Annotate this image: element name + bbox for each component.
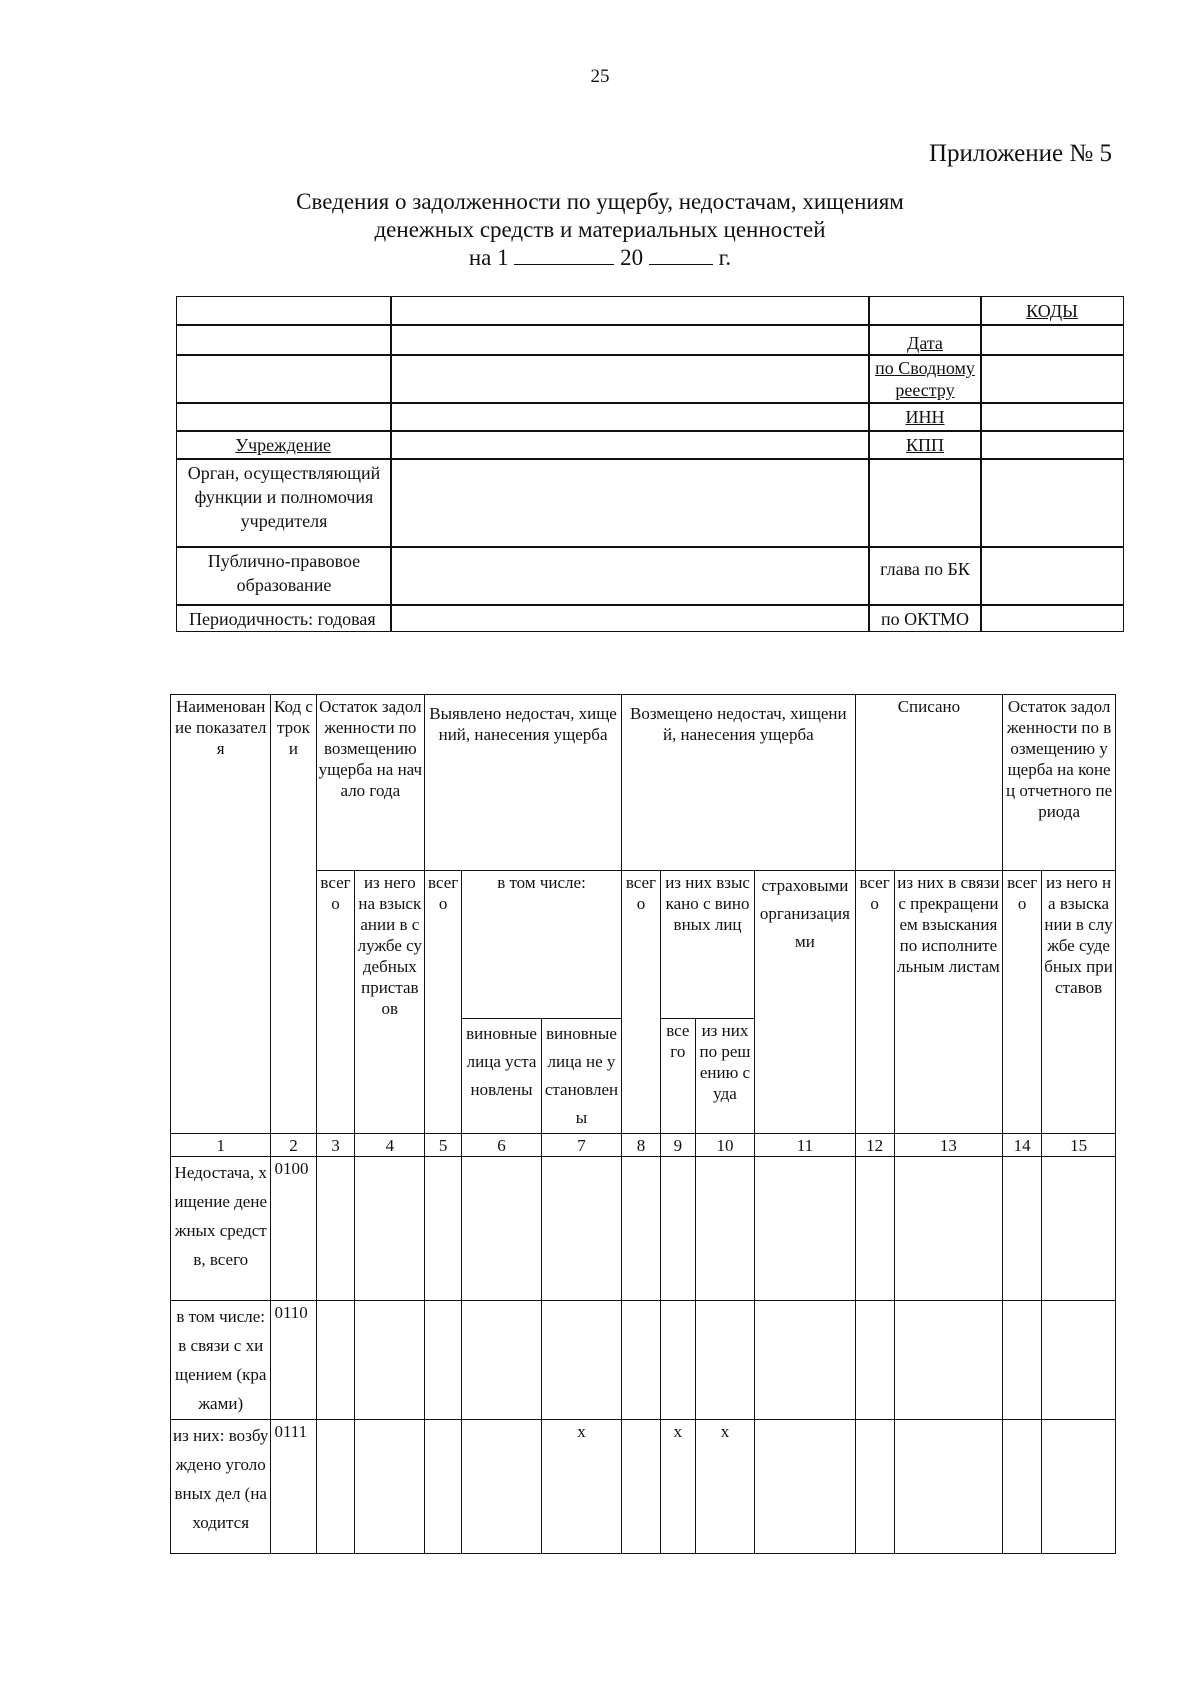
header-start-bailiffs: из него на взыскании в службе судебных приставов [355,871,425,1134]
row-value-cell[interactable] [1003,1301,1042,1420]
row-value-cell[interactable] [316,1157,355,1301]
oktmo-label: по ОКТМО [868,604,982,632]
document-title-line-2: денежных средств и материальных ценностей [374,217,826,242]
oktmo-field[interactable] [980,604,1124,632]
table-row [171,1420,1116,1554]
row-value-cell[interactable] [695,1301,754,1420]
row-value-cell[interactable] [355,1157,425,1301]
chapter-bk-label: глава по БК [868,546,982,606]
column-number-1: 1 [171,1134,271,1157]
row-value-cell[interactable] [621,1420,660,1554]
date-code-label: Дата [868,324,982,356]
row-value-cell[interactable] [755,1420,855,1554]
row-value-cell[interactable] [660,1157,695,1301]
value-field-4[interactable] [390,402,870,432]
row-value-cell[interactable] [316,1301,355,1420]
column-number-10: 10 [695,1134,754,1157]
header-written-off: Списано [855,695,1003,871]
row-code: 0110 [271,1301,316,1420]
column-number-7: 7 [542,1134,622,1157]
header-end-balance: Остаток задолженности по возмещению ущерба на конец отчетного периода [1003,695,1116,871]
debt-table [170,694,1116,1554]
row-value-cell[interactable] [1003,1420,1042,1554]
row-value-cell[interactable] [542,1301,622,1420]
row-indicator-name: из них: возбуждено уголовных дел (находится [171,1420,271,1554]
column-number-6: 6 [462,1134,542,1157]
table-row [171,1157,1116,1301]
row-value-cell[interactable] [1003,1157,1042,1301]
row-value-cell[interactable] [462,1157,542,1301]
founder-field[interactable] [390,458,870,548]
header-comp-insurance: страховыми организациями [755,871,855,1134]
code-label-empty [868,296,982,326]
header-written-total: всего [855,871,894,1134]
day-month-blank[interactable] [514,244,614,265]
document-title-line-1: Сведения о задолженности по ущербу, недостачам, хищениям [296,189,904,214]
row-value-cell[interactable] [755,1301,855,1420]
header-indicator-name: Наименование показателя [171,695,271,1134]
row-value-cell[interactable] [542,1157,622,1301]
header-end-total: всего [1003,871,1042,1134]
row-value-cell[interactable] [695,1157,754,1301]
column-number-4: 4 [355,1134,425,1157]
row-value-cell[interactable] [894,1301,1003,1420]
row-value-cell[interactable] [316,1420,355,1554]
row-value-cell[interactable] [894,1157,1003,1301]
date-suffix: г. [718,245,732,270]
column-number-11: 11 [755,1134,855,1157]
row-value-cell[interactable] [855,1420,894,1554]
row-value-cell[interactable] [621,1157,660,1301]
header-start-balance: Остаток задолженности по возмещению ущерба на начало года [316,695,425,871]
column-number-14: 14 [1003,1134,1042,1157]
header-compensated: Возмещено недостач, хищений, нанесения ущерба [621,695,855,871]
report-date-line [0,244,1200,272]
row-value-cell[interactable] [462,1420,542,1554]
column-number-9: 9 [660,1134,695,1157]
row-value-cell[interactable] [425,1301,462,1420]
table-row [171,1301,1116,1420]
row-indicator-name: в том числе: в связи с хищением (кражами) [171,1301,271,1420]
row-value-cell[interactable] [1042,1157,1116,1301]
header-by-court: из них по решению суда [695,1019,754,1134]
periodicity-label: Периодичность: годовая [176,604,392,632]
row-value-cell[interactable] [855,1301,894,1420]
header-found: Выявлено недостач, хищений, нанесения ущерба [425,695,622,871]
kpp-code-label: КПП [868,430,982,460]
inn-field[interactable] [980,402,1124,432]
appendix-label: Приложение № 5 [928,140,1112,167]
founder-code-field[interactable] [980,458,1124,548]
header-comp-from-culprits: из них взыскано с виновных лиц [660,871,754,1019]
header-culprits-known: виновные лица установлены [462,1019,542,1134]
row-value-cell[interactable]: x [660,1420,695,1554]
date-prefix: на 1 [468,245,509,270]
column-number-5: 5 [425,1134,462,1157]
codes-header: КОДЫ [980,296,1124,326]
header-left-row-2 [176,324,392,356]
header-culprits-unknown: виновные лица не установлены [542,1019,622,1134]
row-value-cell[interactable] [1042,1301,1116,1420]
header-found-including: в том числе: [462,871,622,1019]
registry-code-label: по Сводному реестру [868,354,982,404]
header-left-row-3 [176,354,392,404]
kpp-field[interactable] [980,430,1124,460]
header-end-bailiffs: из него на взыскании в службе судебных приставов [1042,871,1116,1134]
header-comp-total: всего [621,871,660,1134]
date-mid: 20 [620,245,644,270]
founder-code-label [868,458,982,548]
column-number-3: 3 [316,1134,355,1157]
column-numbers-row [171,1134,1116,1157]
institution-field[interactable] [390,430,870,460]
inn-code-label: ИНН [868,402,982,432]
value-field-3[interactable] [390,354,870,404]
row-indicator-name: Недостача, хищение денежных средств, всего [171,1157,271,1301]
column-number-13: 13 [894,1134,1003,1157]
header-row-code: Код строки [271,695,316,1134]
row-value-cell[interactable] [855,1157,894,1301]
row-value-cell[interactable] [755,1157,855,1301]
row-code: 0111 [271,1420,316,1554]
row-value-cell[interactable] [425,1420,462,1554]
row-value-cell[interactable] [894,1420,1003,1554]
founder-label: Орган, осуществляющий функции и полномочия учредителя [176,458,392,548]
date-code-field[interactable] [980,324,1124,356]
row-value-cell[interactable] [660,1301,695,1420]
column-number-15: 15 [1042,1134,1116,1157]
header-found-total: всего [425,871,462,1134]
row-value-cell[interactable] [1042,1420,1116,1554]
column-number-2: 2 [271,1134,316,1157]
chapter-bk-field[interactable] [980,546,1124,606]
row-value-cell[interactable]: x [542,1420,622,1554]
value-field-2[interactable] [390,324,870,356]
public-entity-label: Публично-правовое образование [176,546,392,606]
row-value-cell[interactable] [425,1157,462,1301]
year-blank[interactable] [649,244,713,265]
public-entity-field[interactable] [390,546,870,606]
row-value-cell[interactable]: x [695,1420,754,1554]
column-number-8: 8 [621,1134,660,1157]
header-left-row-1 [176,296,392,326]
header-table [176,296,1124,666]
header-written-terminated: из них в связи с прекращением взыскания по исполнительным листам [894,871,1003,1134]
page-number: 25 [590,66,610,87]
row-value-cell[interactable] [462,1301,542,1420]
periodicity-field[interactable] [390,604,870,632]
row-code: 0100 [271,1157,316,1301]
institution-label: Учреждение [176,430,392,460]
header-culprits-total: всего [660,1019,695,1134]
row-value-cell[interactable] [621,1301,660,1420]
registry-code-field[interactable] [980,354,1124,404]
header-start-total: всего [316,871,355,1134]
column-number-12: 12 [855,1134,894,1157]
row-value-cell[interactable] [355,1420,425,1554]
row-value-cell[interactable] [355,1301,425,1420]
value-field-1[interactable] [390,296,870,326]
header-left-row-4 [176,402,392,432]
